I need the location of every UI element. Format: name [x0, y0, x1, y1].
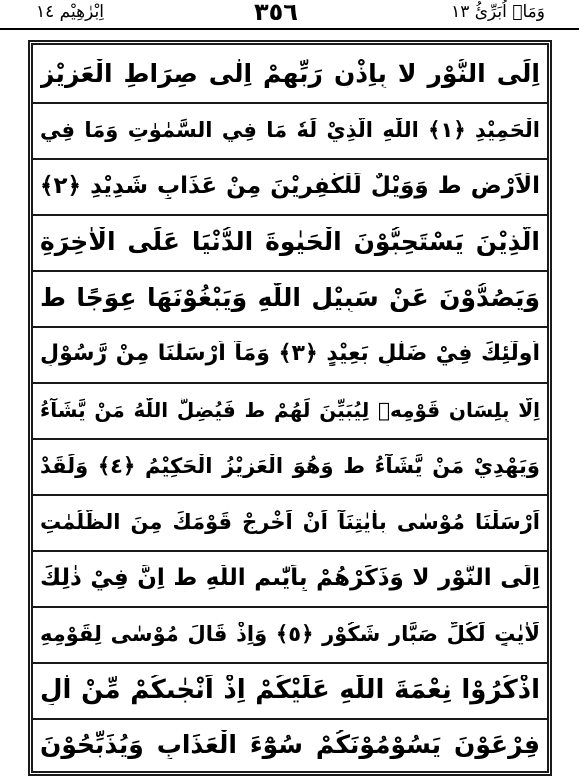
verse-text: اِلَّا بِلِسَانِ قَوْمِهٖ لِيُبَيِّنَ لَهُمْ ط فَيُضِلُّ اللّٰهُ مَنْ يَّشَآءُ — [40, 397, 540, 422]
text-line-8 — [33, 437, 547, 496]
text-line-9 — [33, 493, 547, 552]
verse-text: فِرْعَوْنَ يَسُوْمُوْنَكُمْ سُوْٓءَ الْعَذَابِ وَيُذَبِّحُوْنَ — [40, 729, 540, 759]
text-line-1 — [33, 45, 547, 104]
text-line-10 — [33, 549, 547, 608]
page-header — [0, 0, 579, 30]
verse-text: لَاٰيٰتٍ لِّكُلِّ صَبَّارٍ شَكُوْرٍ ﴿٥﴾ وَاِذْ قَالَ مُوْسٰى لِقَوْمِهِ — [40, 621, 540, 646]
verse-text: اِلَى النُّوْرِ ﻻ بِاِذْنِ رَبِّهِمْ اِلٰى صِرَاطِ الْعَزِيْزِ — [40, 59, 540, 88]
text-line-4 — [33, 213, 547, 272]
text-line-2 — [33, 101, 547, 160]
verse-text: وَيَهْدِيْ مَنْ يَّشَآءُ ط وَهُوَ الْعَزِيْزُ الْحَكِيْمُ ﴿٤﴾ وَلَقَدْ — [40, 453, 540, 478]
text-line-5 — [33, 269, 547, 328]
text-line-6 — [33, 325, 547, 384]
verse-text: وَيَصُدُّوْنَ عَنْ سَبِيْلِ اللّٰهِ وَيَبْغُوْنَهَا عِوَجًا ط — [40, 283, 540, 312]
page-number: ٣٥٦ — [254, 0, 298, 26]
text-line-13 — [33, 717, 547, 771]
verse-text: الَّذِيْنَ يَسْتَحِبُّوْنَ الْحَيٰوةَ الدُّنْيَا عَلَى الْاٰخِرَةِ — [40, 227, 540, 256]
text-line-7 — [33, 381, 547, 440]
verse-text: اِلَى النُّوْرِ ﻻ وَذَكِّرْهُمْ بِاَيّٰىمِ اللّٰهِ ط اِنَّ فِيْ ذٰلِكَ — [40, 564, 540, 591]
text-line-12 — [33, 661, 547, 720]
juz-name: وَمَاۤ اُبَرِّئُ ١٣ — [451, 2, 545, 22]
text-line-11 — [33, 605, 547, 664]
text-line-3 — [33, 157, 547, 216]
verse-text: اَرْسَلْنَا مُوْسٰى بِاٰيٰتِنَآ اَنْ اَخْرِجْ قَوْمَكَ مِنَ الظُّلُمٰتِ — [40, 509, 540, 534]
verse-text: اُولٰٓئِكَ فِيْ ضَلٰلٍ بَعِيْدٍ ﴿٣﴾ وَمَآ اَرْسَلْنَا مِنْ رَّسُوْلٍ — [40, 341, 540, 366]
verse-text: الْاَرْضِ ط وَوَيْلٌ لِّلْكٰفِرِيْنَ مِنْ عَذَابٍ شَدِيْدِ ﴿٢﴾ — [40, 172, 540, 199]
surah-name: اِبْرٰهِيْم ١٤ — [36, 2, 104, 22]
quran-text-frame — [28, 40, 552, 776]
verse-text: اذْكُرُوْا نِعْمَةَ اللّٰهِ عَلَيْكُمْ اِذْ اَنْجٰىكُمْ مِّنْ اٰلِ — [40, 674, 540, 705]
verse-text: الْحَمِيْدِ ﴿١﴾ اللّٰهِ الَّذِيْ لَهٗ مَا فِي السَّمٰوٰتِ وَمَا فِي — [40, 117, 540, 142]
